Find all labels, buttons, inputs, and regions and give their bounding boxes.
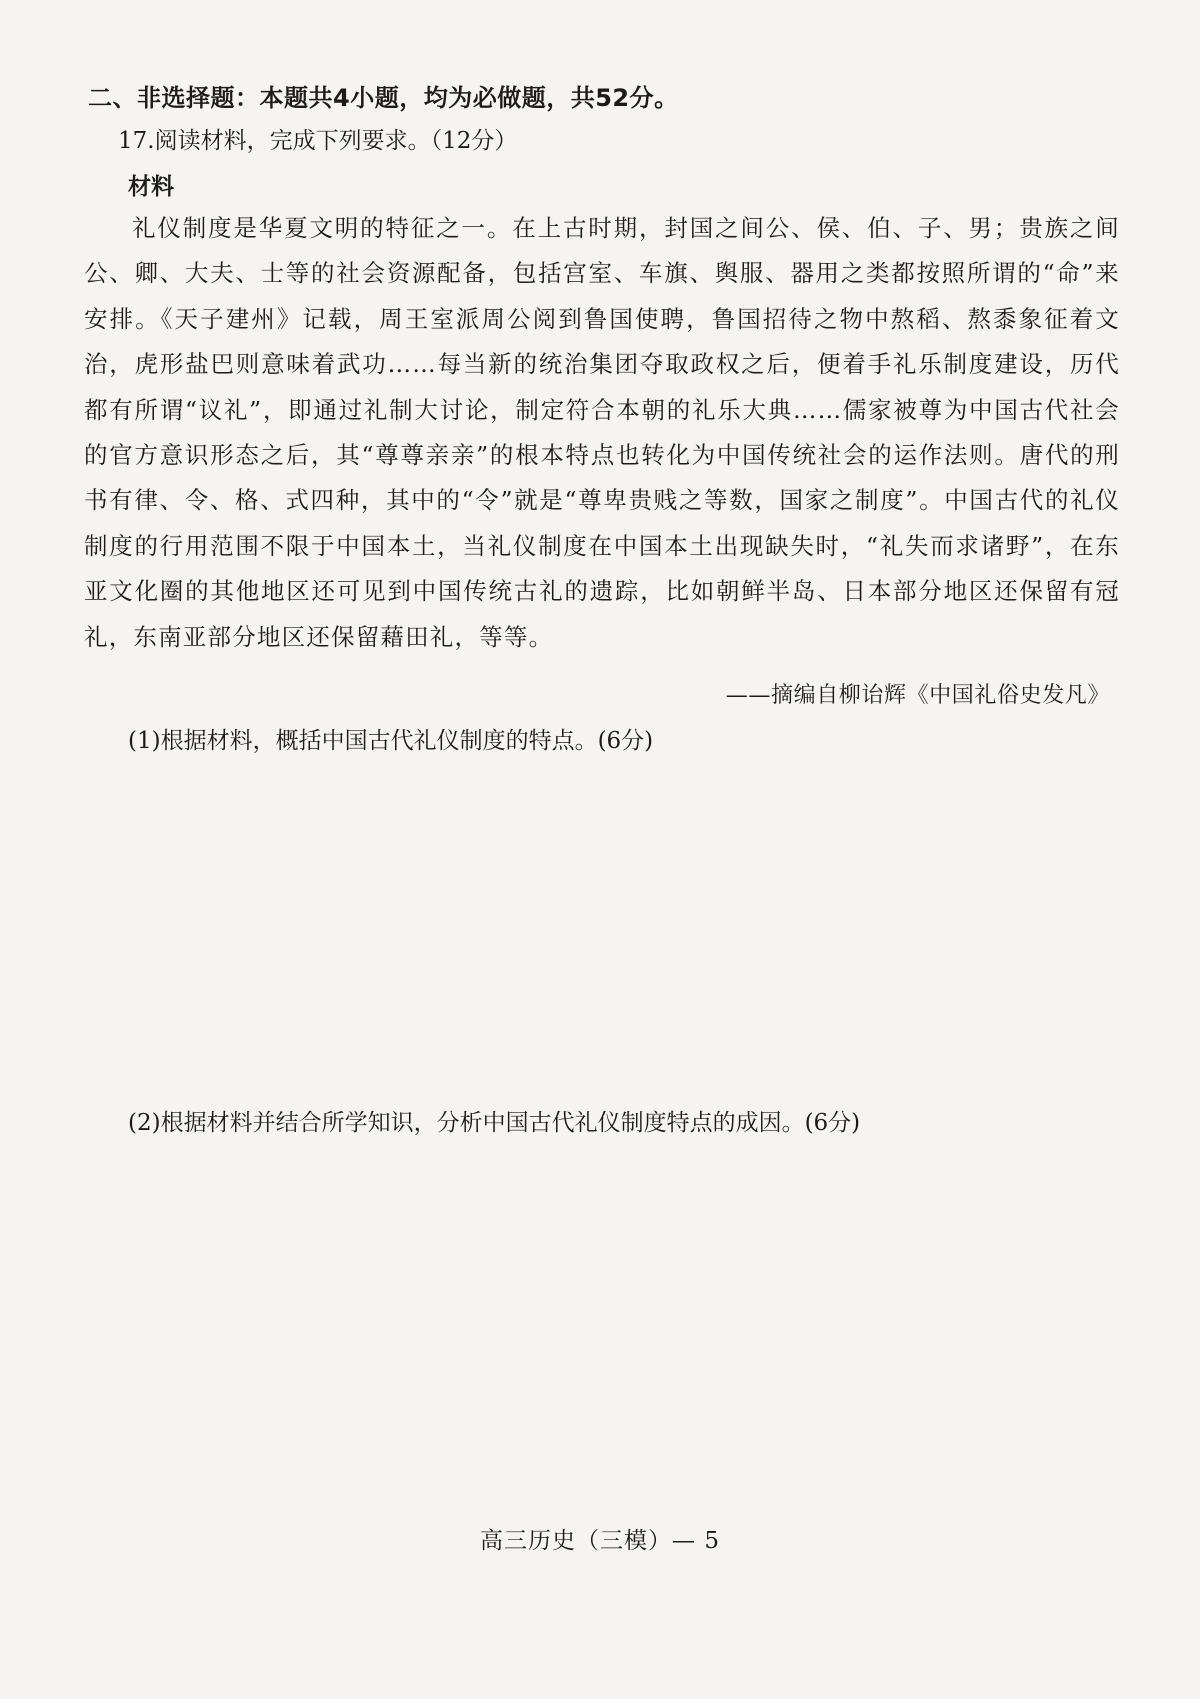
page-footer <box>0 1522 1200 1555</box>
sub-question-1: (1)根据材料，概括中国古代礼仪制度的特点。(6分) <box>128 728 654 754</box>
material-label: 材料 <box>128 174 174 200</box>
section-heading: 二、非选择题：本题共4小题，均为必做题，共52分。 <box>88 84 679 112</box>
material-source: ——摘编自柳诒辉《中国礼俗史发凡》 <box>725 683 1110 708</box>
question-title: 17.阅读材料，完成下列要求。（12分） <box>118 128 518 154</box>
sub-question-2: (2)根据材料并结合所学知识，分析中国古代礼仪制度特点的成因。(6分) <box>128 1110 861 1136</box>
footer-label: 高三历史（三模）— 5 <box>480 1528 720 1554</box>
material-text: 礼仪制度是华夏文明的特征之一。在上古时期，封国之间公、侯、伯、子、男；贵族之间公、卿、大夫、士等的社会资源配备，包括宫室、车旗、舆服、器用之类都按照所谓的“命”来安排。《天子建州》记载，周王室派周公阅到鲁国使聘，鲁国招待之物中熬稻、熬黍象征着文治，虎形盐巴则意味着武功……每当新的统治集团夺取政权之后，便着手礼乐制度建设，历代都有所谓“议礼”，即通过礼制大讨论，制定符合本朝的礼乐大典……儒家被尊为中国古代社会的官方意识形态之后，其“尊尊亲亲”的根本特点也转化为中国传统社会的运作法则。唐代的刑书有律、令、格、式四种，其中的“令”就是“尊卑贵贱之等数，国家之制度”。中国古代的礼仪制度的行用范围不限于中国本土，当礼仪制度在中国本土出现缺失时，“礼失而求诸野”，在东亚文化圈的其他地区还可见到中国传统古礼的遗踪，比如朝鲜半岛、日本部分地区还保留有冠礼，东南亚部分地区还保留藉田礼，等等。 <box>84 214 1120 651</box>
answer-space-1 <box>84 770 1120 1090</box>
